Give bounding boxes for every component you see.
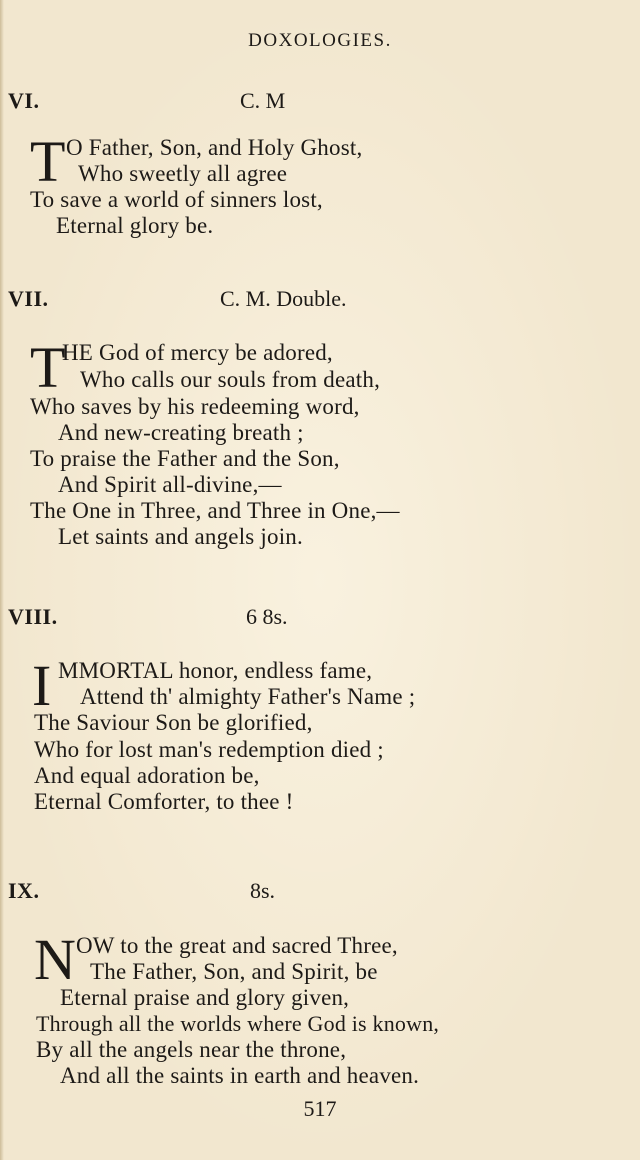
verse-line: The Saviour Son be glorified, bbox=[34, 710, 313, 735]
verse-line: O Father, Son, and Holy Ghost, bbox=[66, 135, 363, 160]
hymn-numeral: VII. bbox=[8, 286, 49, 311]
verse-line: To praise the Father and the Son, bbox=[30, 446, 340, 471]
verse-line: OW to the great and sacred Three, bbox=[76, 933, 398, 958]
verse-line: Who calls our souls from death, bbox=[80, 367, 381, 392]
verse-line: Who for lost man's redemption died ; bbox=[34, 737, 384, 762]
drop-cap: T bbox=[30, 335, 66, 400]
page-number: 517 bbox=[303, 1096, 337, 1121]
verse-line: Who saves by his redeeming word, bbox=[30, 394, 360, 419]
drop-cap: N bbox=[34, 927, 76, 992]
hymn-meter: 6 8s. bbox=[246, 604, 288, 629]
verse-line: Let saints and angels join. bbox=[58, 524, 303, 549]
verse-line: And Spirit all-divine,— bbox=[58, 472, 282, 497]
verse-line: By all the angels near the throne, bbox=[36, 1037, 347, 1062]
verse-line: The Father, Son, and Spirit, be bbox=[90, 959, 378, 984]
running-head: DOXOLOGIES. bbox=[248, 30, 392, 51]
page-edge bbox=[0, 0, 4, 1160]
verse-line: Eternal praise and glory given, bbox=[60, 985, 350, 1010]
hymn-meter: C. M. Double. bbox=[220, 286, 347, 311]
verse-line: Through all the worlds where God is known, bbox=[36, 1011, 440, 1036]
hymn-meter: 8s. bbox=[250, 878, 276, 903]
verse-line: And new-creating breath ; bbox=[58, 420, 304, 445]
hymn-meter: C. M bbox=[240, 88, 286, 113]
verse-line: Attend th' almighty Father's Name ; bbox=[80, 684, 416, 709]
verse-line: Eternal glory be. bbox=[56, 213, 214, 238]
verse-line: To save a world of sinners lost, bbox=[30, 187, 323, 212]
verse-line: Who sweetly all agree bbox=[78, 161, 288, 186]
drop-cap: T bbox=[30, 129, 66, 194]
hymn-numeral: VIII. bbox=[8, 604, 58, 629]
hymn-numeral: VI. bbox=[8, 88, 40, 113]
verse-line: And equal adoration be, bbox=[34, 763, 260, 788]
hymn-numeral: IX. bbox=[8, 878, 40, 903]
verse-line: MMORTAL honor, endless fame, bbox=[58, 658, 373, 683]
verse-line: And all the saints in earth and heaven. bbox=[60, 1063, 420, 1088]
drop-cap: I bbox=[32, 653, 52, 718]
verse-line: The One in Three, and Three in One,— bbox=[30, 498, 400, 523]
verse-line: HE God of mercy be adored, bbox=[62, 340, 333, 365]
verse-line: Eternal Comforter, to thee ! bbox=[34, 789, 294, 814]
